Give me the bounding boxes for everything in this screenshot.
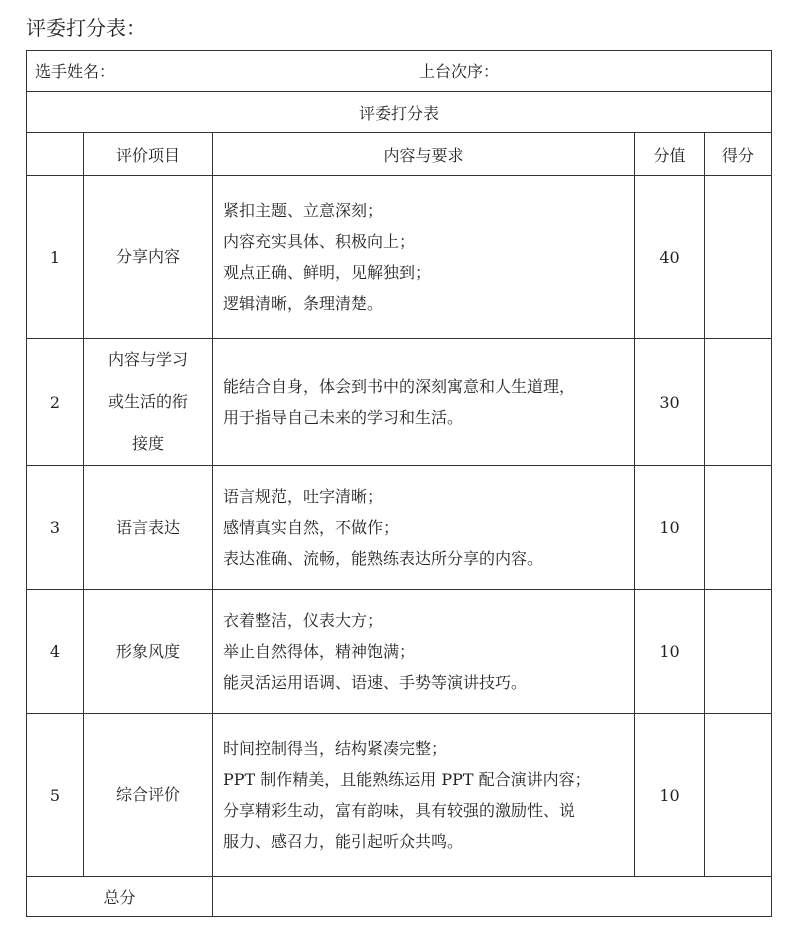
requirement-line: 逻辑清晰，条理清楚。 xyxy=(223,294,384,313)
requirement-line: 用于指导自己未来的学习和生活。 xyxy=(223,408,464,427)
score-input-cell[interactable] xyxy=(705,176,772,339)
criterion-row xyxy=(27,590,772,714)
evaluation-item xyxy=(84,176,213,339)
requirement-line: 表达准确、流畅，能熟练表达所分享的内容。 xyxy=(223,549,544,568)
evaluation-item xyxy=(84,714,213,877)
requirement-line: 分享精彩生动，富有韵味，具有较强的激励性、说 xyxy=(223,801,576,820)
score-input-cell[interactable] xyxy=(705,590,772,714)
table-title: 评委打分表 xyxy=(27,92,772,133)
criterion-row xyxy=(27,714,772,877)
total-label: 总分 xyxy=(27,877,213,917)
criterion-row xyxy=(27,176,772,339)
evaluation-item-line: 语言表达 xyxy=(115,517,180,537)
total-row xyxy=(27,877,772,917)
requirement-line: 服力、感召力，能引起听众共鸣。 xyxy=(223,832,464,851)
row-number: 1 xyxy=(27,176,84,339)
row-number: 3 xyxy=(27,466,84,590)
evaluation-item-line: 形象风度 xyxy=(115,641,180,661)
requirements-cell xyxy=(213,590,635,714)
contestant-name-label: 选手姓名： xyxy=(35,62,116,81)
evaluation-item xyxy=(84,339,213,466)
requirements-cell xyxy=(213,176,635,339)
requirement-line: 能灵活运用语调、语速、手势等演讲技巧。 xyxy=(223,673,528,692)
evaluation-item-line: 接度 xyxy=(131,434,164,453)
evaluation-item-line: 内容与学习 xyxy=(107,350,188,369)
requirement-line: 举止自然得体，精神饱满； xyxy=(223,642,416,661)
criterion-row xyxy=(27,339,772,466)
evaluation-item xyxy=(84,590,213,714)
table-title-row xyxy=(27,92,772,133)
stage-order-label: 上台次序： xyxy=(419,62,500,81)
requirement-line: 观点正确、鲜明，见解独到； xyxy=(223,263,432,282)
score-input-cell[interactable] xyxy=(705,339,772,466)
total-score-cell[interactable] xyxy=(213,877,772,917)
requirements-cell xyxy=(213,714,635,877)
header-no xyxy=(27,133,84,176)
header-points: 分值 xyxy=(635,133,705,176)
row-number: 4 xyxy=(27,590,84,714)
requirements-cell xyxy=(213,339,635,466)
requirement-line: 紧扣主题、立意深刻； xyxy=(223,201,384,220)
requirements-cell xyxy=(213,466,635,590)
row-number: 2 xyxy=(27,339,84,466)
score-table xyxy=(26,50,772,917)
header-content: 内容与要求 xyxy=(213,133,635,176)
requirement-line: 内容充实具体、积极向上； xyxy=(223,232,416,251)
requirement-line: 衣着整洁，仪表大方； xyxy=(223,611,384,630)
requirement-line: 语言规范，吐字清晰； xyxy=(223,487,384,506)
requirement-line: 时间控制得当，结构紧凑完整； xyxy=(223,739,448,758)
requirement-line: 感情真实自然，不做作； xyxy=(223,518,400,537)
contestant-info-row xyxy=(27,51,772,92)
evaluation-item-line: 综合评价 xyxy=(115,785,180,804)
requirement-line: 能结合自身，体会到书中的深刻寓意和人生道理， xyxy=(223,377,576,396)
points-value: 30 xyxy=(635,339,705,466)
header-item: 评价项目 xyxy=(84,133,213,176)
page-heading: 评委打分表： xyxy=(26,16,146,40)
evaluation-item xyxy=(84,466,213,590)
header-row xyxy=(27,133,772,176)
criterion-row xyxy=(27,466,772,590)
requirement-line: PPT 制作精美，且能熟练运用 PPT 配合演讲内容； xyxy=(223,770,591,789)
score-input-cell[interactable] xyxy=(705,466,772,590)
points-value: 10 xyxy=(635,466,705,590)
header-score: 得分 xyxy=(705,133,772,176)
points-value: 10 xyxy=(635,590,705,714)
evaluation-item-line: 分享内容 xyxy=(115,247,180,266)
score-input-cell[interactable] xyxy=(705,714,772,877)
row-number: 5 xyxy=(27,714,84,877)
evaluation-item-line: 或生活的衔 xyxy=(107,392,188,411)
points-value: 10 xyxy=(635,714,705,877)
points-value: 40 xyxy=(635,176,705,339)
